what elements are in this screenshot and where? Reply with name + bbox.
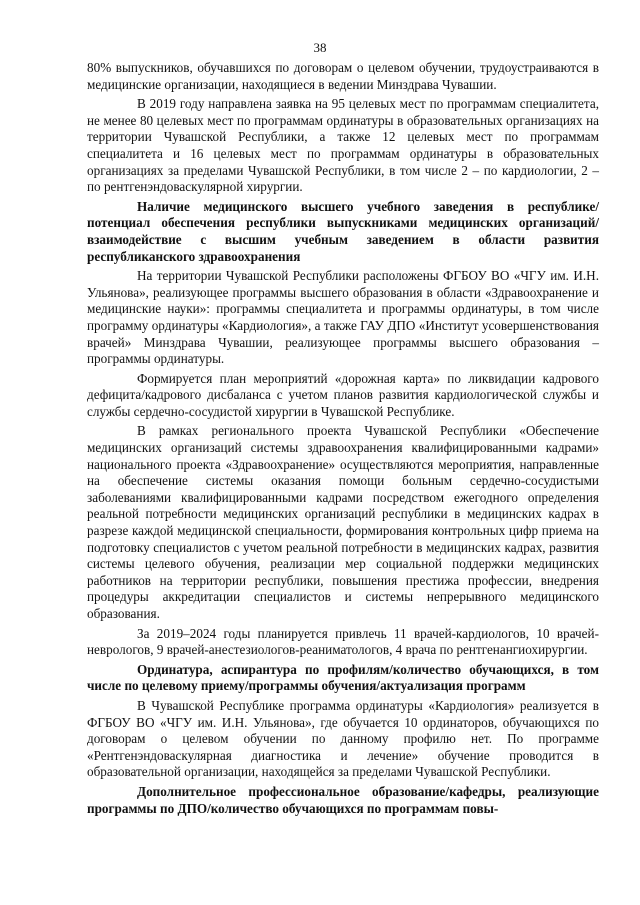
section-heading-additional-education: Дополнительное профессиональное образование/кафедры, реализующие программы по ДПО/количество обучающихся по программам повы- [87, 783, 599, 816]
paragraph-regional-project: В рамках регионального проекта Чувашской Республики «Обеспечение медицинских организаций системы здравоохранения квалифицированными кадрами» национального проекта «Здравоохранение» осуществляются мероприятия, направленные на обеспечение системы оказания помощи больным сердечно-сосудистыми заболеваниями квалифицированными кадрами посредством ежегодного определения реальной потребности медицинских организаций республики в медицинских кадрах в разрезе каждой медицинской специальности, формирования контрольных цифр приема на подготовку специалистов с учетом реальной потребности в медицинских кадрах, развития системы целевого обучения, реализации мер социальной поддержки медицинских работников на территории республики, повышения престижа профессии, внедрения процедуры аккредитации специалистов и системы непрерывного медицинского образования. [87, 423, 599, 621]
paragraph-residency: В Чувашской Республике программа ординатуры «Кардиология» реализуется в ФГБОУ ВО «ЧГУ им. И.Н. Ульянова», где обучается 10 ординаторов, обучающихся по договорам о целевом обучении по данному профилю нет. По программе «Рентгенэндоваскулярная диагностика и лечение» обучение проводится в образовательной организации, находящейся за пределами Чувашской Республики. [87, 697, 599, 780]
paragraph-target-places: В 2019 году направлена заявка на 95 целевых мест по программам специалитета, не менее 80 целевых мест по программам ординатуры в образовательных организациях на территории Чувашской Республики, а также 12 целевых мест по программам специалитета и 16 целевых мест по программам ординатуры в образовательных организациях за пределами Чувашской Республики, в том числе 2 – по кардиологии, 2 – по рентгенэндоваскулярной хирургии. [87, 96, 599, 195]
paragraph-roadmap: Формируется план мероприятий «дорожная карта» по ликвидации кадрового дефицита/кадрового дисбаланса с учетом планов развития кардиологической службы и службы сердечно-сосудистой хирургии в Чувашской Республике. [87, 370, 599, 419]
section-heading-medical-university: Наличие медицинского высшего учебного заведения в республике/потенциал обеспечения республики выпускниками медицинских организаций/взаимодействие с высшим учебным заведением в области развития республиканского здравоохранения [87, 198, 599, 264]
page-number: 38 [313, 40, 327, 55]
paragraph-university: На территории Чувашской Республики расположены ФГБОУ ВО «ЧГУ им. И.Н. Ульянова», реализующее программы высшего образования в области «Здравоохранение и медицинские науки»: программы специалитета и программы ординатуры, в том числе программу ординатуры «Кардиология», а также ГАУ ДПО «Институт усовершенствования врачей» Минздрава Чувашии, реализующее программы высшего образования – программы ординатуры. [87, 268, 599, 367]
paragraph-continuation: 80% выпускников, обучавшихся по договорам о целевом обучении, трудоустраиваются в медицинские организации, находящиеся в ведении Минздрава Чувашии. [87, 60, 599, 92]
paragraph-recruitment-plan: За 2019–2024 годы планируется привлечь 11 врачей-кардиологов, 10 врачей-неврологов, 9 врачей-анестезиологов-реаниматологов, 4 врача по рентгенангиохирургии. [87, 625, 599, 658]
document-body [87, 60, 599, 817]
section-heading-residency: Ординатура, аспирантура по профилям/количество обучающихся, в том числе по целевому приему/программы обучения/актуализация программ [87, 661, 599, 694]
